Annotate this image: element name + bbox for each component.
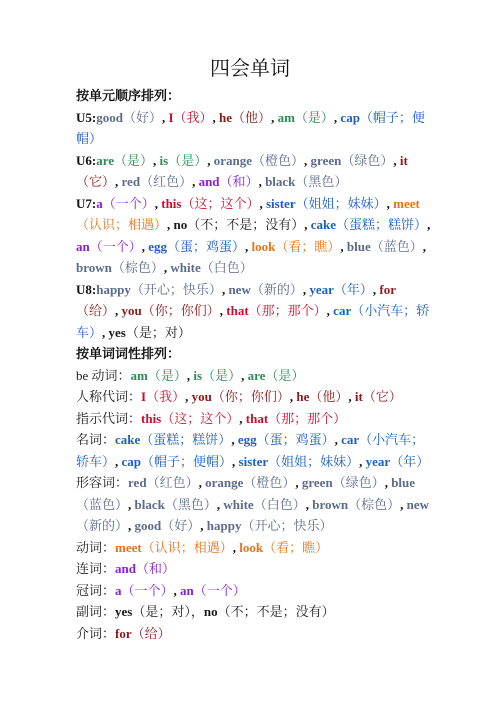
word-chinese: （他） (309, 389, 349, 404)
word-chinese: （和） (219, 174, 259, 189)
unit-row-label: U5: (76, 109, 97, 125)
separator: , (115, 303, 122, 318)
pos-row (76, 580, 432, 602)
word-chinese: （它） (362, 389, 402, 404)
word-english: he (296, 389, 310, 404)
word-chinese: （小汽车；轿车） (76, 303, 430, 340)
separator: , (221, 281, 229, 297)
word-english: red (121, 174, 141, 189)
separator: , (186, 367, 194, 383)
unit-order-heading: 按单元顺序排列： (76, 88, 181, 103)
separator: , (161, 109, 169, 125)
word-chinese: （那；那个） (268, 410, 347, 426)
pos-row (76, 558, 432, 580)
word-chinese: （好） (161, 518, 201, 533)
word-english: black (134, 496, 165, 512)
word-english: I (141, 389, 147, 404)
word-chinese: （蛋；鸡蛋） (256, 432, 335, 447)
word-chinese: （是） (147, 367, 187, 383)
separator: , (173, 582, 181, 598)
pos-row-label: 指示代词： (76, 410, 142, 426)
word-english: for (379, 281, 397, 297)
word-chinese: （绿色） (341, 152, 394, 168)
word-chinese: （看；瞧） (275, 238, 341, 254)
word-english: it (399, 152, 408, 168)
word-english: an (180, 582, 194, 598)
word-chinese: （姐姐；妹妹） (295, 195, 387, 211)
pos-order-heading: 按单词词性排列： (76, 346, 181, 361)
separator: , (393, 152, 400, 168)
pos-row-label: 连词： (76, 561, 116, 576)
pos-row-label: 介词： (76, 625, 116, 641)
separator: , (239, 410, 246, 426)
pos-row-label: 冠词： (76, 582, 116, 598)
unit-row (76, 107, 432, 150)
unit-row-label: U6: (76, 152, 97, 168)
word-english: it (354, 389, 363, 404)
word-chinese: （橙色） (252, 152, 305, 168)
word-chinese: （认识；相遇） (141, 539, 233, 555)
word-chinese: （是） (265, 367, 305, 383)
separator: , (422, 238, 427, 254)
word-english: sister (238, 453, 269, 469)
word-chinese: （白色） (200, 260, 253, 275)
word-english: are (247, 367, 266, 383)
word-english: he (219, 109, 233, 125)
word-chinese: （帽子；便帽） (141, 453, 233, 469)
separator: , (427, 217, 431, 232)
word-english: happy (206, 518, 242, 533)
word-english: car (341, 432, 360, 447)
separator: , (340, 238, 347, 254)
word-english: you (191, 389, 212, 404)
separator: , (200, 518, 207, 533)
word-chinese: （开心；快乐） (241, 518, 333, 533)
word-chinese: （我） (146, 389, 186, 404)
word-english: green (310, 152, 342, 168)
word-chinese: （他） (232, 109, 272, 125)
word-chinese: （你；你们） (211, 389, 290, 404)
word-chinese: （是） (114, 152, 154, 168)
separator: , (185, 389, 192, 404)
separator: , (115, 174, 122, 189)
separator: , (153, 152, 160, 168)
word-chinese: （我） (173, 109, 213, 125)
word-chinese: （给） (76, 303, 116, 318)
word-chinese: （开心；快乐） (130, 281, 222, 297)
separator: , (384, 475, 392, 490)
word-english: is (159, 152, 169, 168)
separator: , (326, 303, 334, 318)
word-english: white (223, 496, 254, 512)
word-english: an (76, 238, 90, 254)
word-english: new (228, 281, 251, 297)
word-english: I (168, 109, 174, 125)
word-chinese: （是） (168, 152, 208, 168)
word-english: year (365, 453, 391, 469)
unit-row (76, 279, 432, 344)
separator: , (259, 195, 266, 211)
separator: , (258, 174, 266, 189)
word-english: car (333, 303, 352, 318)
separator: , (167, 217, 174, 232)
word-english: and (198, 174, 220, 189)
word-chinese: （绿色） (332, 475, 385, 490)
separator: , (271, 109, 278, 125)
pos-row (76, 601, 432, 623)
separator: , (115, 453, 122, 469)
separator: , (163, 260, 171, 275)
word-english: you (121, 303, 142, 318)
word-chinese: （一个） (102, 195, 155, 211)
word-chinese: （给） (131, 625, 171, 641)
word-chinese: （红色） (146, 475, 199, 490)
word-chinese: （那；那个） (248, 303, 327, 318)
unit-row-label: U8: (76, 281, 97, 297)
word-english: this (161, 195, 182, 211)
separator: , (231, 432, 238, 447)
separator: , (232, 453, 239, 469)
word-chinese: （蛋；鸡蛋） (167, 238, 246, 254)
word-english: orange (213, 152, 253, 168)
separator: , (289, 389, 297, 404)
word-chinese: （姐姐；妹妹） (268, 453, 360, 469)
pos-row-label: 动词： (76, 539, 116, 555)
word-chinese: （和） (135, 561, 175, 576)
word-chinese: （蓝色） (370, 238, 423, 254)
word-chinese: （红色） (140, 174, 193, 189)
word-english: blue (391, 475, 416, 490)
separator: , (198, 475, 206, 490)
separator: , (295, 475, 302, 490)
word-chinese: （黑色） (295, 174, 348, 189)
pos-row (76, 386, 432, 408)
word-chinese: （蛋糕；糕饼） (140, 432, 232, 447)
word-chinese: （白色） (253, 496, 306, 512)
word-english: look (251, 238, 276, 254)
word-list-content (76, 85, 432, 644)
pos-row-label: 副词： (76, 604, 116, 619)
word-english: am (130, 367, 148, 383)
word-english: that (245, 410, 269, 426)
word-english: am (277, 109, 295, 125)
separator: , (207, 152, 214, 168)
separator: , (128, 518, 135, 533)
word-chinese: （棕色） (348, 496, 401, 512)
word-english: sister (265, 195, 296, 211)
separator: , (348, 389, 355, 404)
word-english: look (239, 539, 264, 555)
word-chinese: （小汽车；轿车） (76, 432, 425, 469)
word-english: egg (237, 432, 257, 447)
word-english: black (265, 174, 296, 189)
pos-row-label: 名词： (76, 432, 116, 447)
word-chinese: （这；这个） (181, 195, 260, 211)
page-title: 四会单词 (210, 58, 290, 80)
word-english: no (173, 217, 188, 232)
word-english: orange (205, 475, 244, 490)
word-english: green (301, 475, 333, 490)
word-chinese: （年） (390, 453, 430, 469)
word-chinese: （是） (202, 367, 242, 383)
separator: , (304, 152, 311, 168)
unit-row (76, 150, 432, 193)
word-english: cake (115, 432, 141, 447)
pos-row (76, 408, 432, 430)
word-english: brown (312, 496, 349, 512)
unit-row-label: U7: (76, 195, 97, 211)
unit-row (76, 193, 432, 279)
separator: , (359, 453, 366, 469)
separator: , (128, 496, 135, 512)
separator: , (305, 496, 313, 512)
separator: , (304, 217, 311, 232)
word-chinese: （蛋糕；糕饼） (336, 217, 428, 232)
separator: , (400, 496, 407, 512)
word-english: is (193, 367, 203, 383)
word-english: a (96, 195, 103, 211)
word-chinese: （一个） (89, 238, 142, 254)
word-english: good (134, 518, 162, 533)
word-chinese: （橙色） (243, 475, 296, 490)
word-english: good (96, 109, 123, 125)
word-english: cap (121, 453, 142, 469)
pos-row (76, 472, 432, 537)
word-english: for (115, 625, 132, 641)
word-chinese: （是；对）， (132, 604, 204, 619)
word-english: yes (115, 604, 133, 619)
pos-row-label: be 动词： (76, 367, 131, 383)
pos-row-label: 形容词： (76, 475, 129, 490)
word-chinese: （你；你们） (141, 303, 220, 318)
separator: , (219, 303, 227, 318)
word-chinese: （新的） (76, 518, 129, 533)
word-english: yes (108, 324, 126, 340)
separator: , (216, 496, 224, 512)
word-english: meet (393, 195, 420, 211)
word-chinese: （是） (294, 109, 334, 125)
word-chinese: （这；这个） (161, 410, 240, 426)
word-english: this (141, 410, 162, 426)
word-chinese: （蓝色） (76, 496, 129, 512)
word-chinese: （它） (76, 174, 116, 189)
unit-list (76, 107, 432, 344)
word-chinese: （帽子；便帽） (76, 109, 425, 146)
separator: , (241, 367, 248, 383)
word-chinese: （一个） (121, 582, 174, 598)
word-chinese: （是；对） (125, 324, 191, 340)
word-chinese: （黑色） (164, 496, 217, 512)
pos-row (76, 537, 432, 559)
word-english: red (128, 475, 147, 490)
part-of-speech-list (76, 365, 432, 645)
word-english: happy (96, 281, 131, 297)
word-chinese: （一个） (193, 582, 246, 598)
word-english: year (309, 281, 334, 297)
word-english: cake (310, 217, 337, 232)
word-chinese: （不；不是；没有） (217, 604, 335, 619)
separator: , (333, 109, 341, 125)
pos-row (76, 623, 432, 645)
separator: , (302, 281, 310, 297)
word-english: white (170, 260, 201, 275)
separator: , (386, 195, 394, 211)
pos-row (76, 365, 432, 387)
word-english: egg (148, 238, 168, 254)
separator: , (141, 238, 149, 254)
separator: , (154, 195, 162, 211)
word-english: are (96, 152, 115, 168)
word-english: meet (115, 539, 142, 555)
pos-row (76, 429, 432, 472)
word-chinese: （认识；相遇） (76, 217, 168, 232)
word-chinese: （不；不是；没有） (187, 217, 305, 232)
word-chinese: （新的） (250, 281, 303, 297)
separator: , (102, 324, 109, 340)
separator: , (232, 539, 240, 555)
separator: , (245, 238, 252, 254)
word-chinese: （年） (333, 281, 373, 297)
word-english: and (115, 561, 136, 576)
separator: , (334, 432, 342, 447)
word-english: blue (346, 238, 371, 254)
separator: , (212, 109, 220, 125)
word-english: that (226, 303, 249, 318)
word-chinese: （好） (122, 109, 162, 125)
word-english: cap (340, 109, 360, 125)
word-english: new (406, 496, 430, 512)
word-chinese: （棕色） (111, 260, 164, 275)
separator: , (192, 174, 199, 189)
word-english: a (115, 582, 122, 598)
pos-row-label: 人称代词： (76, 389, 142, 404)
word-chinese: （看；瞧） (263, 539, 329, 555)
separator: , (372, 281, 380, 297)
word-english: no (203, 604, 218, 619)
word-english: brown (76, 260, 112, 275)
